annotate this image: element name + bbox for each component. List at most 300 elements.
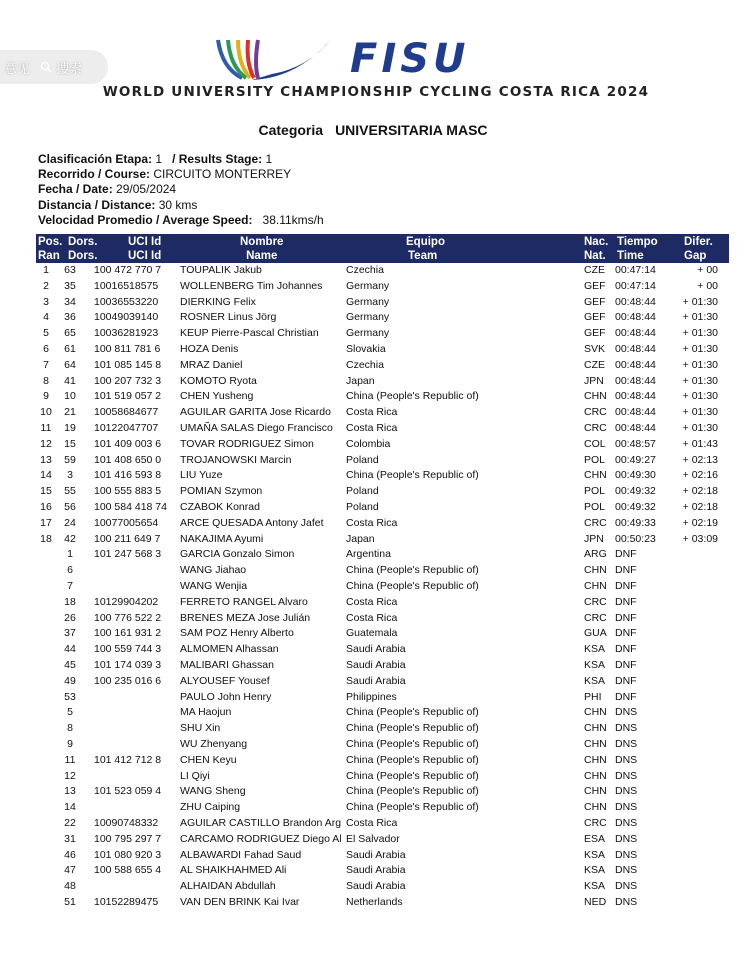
distance-row — [38, 198, 324, 213]
cell-name: KEUP Pierre-Pascal Christian — [180, 327, 319, 340]
cell-nat: CHN — [584, 390, 607, 403]
cell-nat: CRC — [584, 516, 607, 529]
stage-value: 1 — [155, 152, 163, 166]
cell-time: DNS — [615, 880, 638, 893]
col-team-en: Team — [408, 250, 438, 262]
cell-time: DNF — [615, 643, 637, 656]
cell-name: ALMOMEN Alhassan — [180, 643, 279, 656]
cell-pos: 7 — [43, 358, 49, 371]
cell-name: TROJANOWSKI Marcin — [180, 453, 292, 466]
cell-pos: 14 — [40, 469, 52, 482]
cell-gap: + 01:43 — [682, 437, 718, 450]
col-time-en: Time — [617, 250, 644, 262]
cell-gap: + 01:30 — [682, 406, 718, 419]
cell-dors: 49 — [64, 674, 76, 687]
cell-name: WANG Wenjia — [180, 580, 248, 592]
cell-name: WU Zhenyang — [180, 738, 248, 750]
cell-team: Germany — [346, 279, 390, 292]
col-pos-es: Pos. — [38, 236, 63, 248]
cell-gap: + 01:30 — [682, 343, 718, 355]
cell-dors: 6 — [67, 564, 73, 577]
table-row — [36, 721, 729, 737]
table-row — [36, 816, 729, 832]
cell-time: 00:49:32 — [615, 485, 656, 498]
cell-gap: + 01:30 — [682, 422, 718, 434]
cell-gap: + 02:16 — [682, 469, 718, 482]
cell-uci: 10016518575 — [94, 279, 159, 292]
cell-nat: POL — [584, 501, 606, 513]
table-row — [36, 437, 729, 453]
cell-name: AGUILAR CASTILLO Brandon Arg — [180, 817, 342, 829]
cell-team: China (People's Republic of) — [346, 706, 479, 719]
cell-time: DNS — [615, 817, 638, 829]
table-row — [36, 863, 729, 879]
cell-dors: 11 — [64, 753, 76, 766]
cell-name: PAULO John Henry — [180, 690, 272, 703]
cell-team: Poland — [346, 501, 379, 513]
cell-dors: 63 — [64, 264, 76, 276]
cell-uci: 101 408 650 0 — [94, 453, 162, 466]
category-line — [0, 122, 746, 138]
cell-team: China (People's Republic of) — [346, 753, 479, 766]
cell-pos: 18 — [40, 532, 52, 545]
cell-nat: COL — [584, 437, 606, 450]
cell-dors: 53 — [64, 690, 76, 703]
cell-gap: + 01:30 — [682, 390, 718, 403]
category-label: Categoria — [258, 122, 324, 138]
cell-dors: 22 — [64, 817, 76, 829]
cell-gap: + 03:09 — [682, 532, 718, 545]
cell-uci: 101 247 568 3 — [94, 548, 162, 561]
table-row — [36, 484, 729, 500]
cell-uci: 101 174 039 3 — [94, 659, 162, 671]
cell-time: DNS — [615, 722, 638, 735]
cell-pos: 13 — [40, 453, 52, 466]
cell-name: CZABOK Konrad — [180, 501, 260, 513]
table-row — [36, 405, 729, 421]
cell-team: Argentina — [346, 548, 391, 561]
cell-time: 00:49:32 — [615, 501, 656, 513]
cell-team: Colombia — [346, 437, 391, 450]
col-nat-es: Nac. — [584, 236, 609, 248]
cell-uci: 10152289475 — [94, 896, 159, 908]
col-dors-es: Dors. — [68, 236, 98, 248]
cell-name: KOMOTO Ryota — [180, 374, 257, 387]
cell-time: 00:48:44 — [615, 311, 656, 324]
cell-team: Germany — [346, 311, 390, 324]
cell-nat: CHN — [584, 785, 607, 798]
date-row — [38, 182, 324, 197]
speed-value: 38.11kms/h — [262, 212, 324, 227]
col-uci — [128, 235, 161, 263]
cell-team: China (People's Republic of) — [346, 785, 479, 798]
cell-time: DNF — [615, 690, 637, 703]
cell-uci: 101 416 593 8 — [94, 469, 162, 482]
distance-value: 30 — [158, 197, 173, 212]
cell-name: POMIAN Szymon — [180, 485, 263, 498]
cell-dors: 1 — [67, 548, 73, 561]
col-uci-en: UCI Id — [128, 250, 162, 262]
cell-time: DNF — [615, 595, 637, 608]
table-row — [36, 848, 729, 864]
cell-name: MALIBARI Ghassan — [180, 659, 274, 671]
col-gap-en: Gap — [684, 250, 707, 262]
cell-name: WANG Jiahao — [180, 564, 247, 577]
cell-uci: 10090748332 — [94, 817, 159, 829]
course-row — [38, 167, 324, 182]
cell-name: CHEN Yusheng — [180, 390, 254, 403]
cell-uci: 10036281923 — [94, 327, 159, 340]
cell-nat: CRC — [584, 611, 607, 624]
cell-uci: 10049039140 — [94, 311, 159, 324]
cell-dors: 51 — [64, 896, 76, 908]
table-row — [36, 279, 729, 295]
table-row — [36, 374, 729, 390]
cell-pos: 11 — [40, 422, 52, 434]
table-row — [36, 563, 729, 579]
cell-uci: 100 472 770 7 — [94, 264, 162, 276]
cell-name: ARCE QUESADA Antony Jafet — [180, 516, 324, 529]
cell-dors: 24 — [64, 516, 76, 529]
cell-nat: GUA — [584, 627, 607, 640]
cell-nat: KSA — [584, 659, 606, 671]
cell-pos: 10 — [40, 406, 52, 419]
cell-team: Saudi Arabia — [346, 848, 406, 861]
table-row — [36, 547, 729, 563]
table-row — [36, 358, 729, 374]
col-team-es: Equipo — [406, 236, 445, 248]
cell-team: Japan — [346, 374, 375, 387]
cell-uci: 101 412 712 8 — [94, 753, 162, 766]
col-time-es: Tiempo — [617, 236, 658, 248]
cell-dors: 46 — [64, 848, 76, 861]
col-time — [617, 235, 658, 263]
cell-team: China (People's Republic of) — [346, 769, 479, 782]
cell-uci: 100 588 655 4 — [94, 864, 162, 877]
cell-nat: GEF — [584, 295, 606, 308]
cell-team: Poland — [346, 485, 379, 498]
cell-name: ALYOUSEF Yousef — [180, 674, 270, 687]
table-row — [36, 421, 729, 437]
cell-time: DNS — [615, 738, 638, 750]
cell-name: LI Qiyi — [180, 769, 210, 782]
cell-name: GARCIA Gonzalo Simon — [180, 548, 295, 561]
cell-uci: 100 211 649 7 — [94, 532, 161, 545]
table-row — [36, 500, 729, 516]
cell-pos: 16 — [40, 501, 52, 513]
cell-gap: + 01:30 — [682, 295, 718, 308]
cell-nat: CRC — [584, 595, 607, 608]
cell-dors: 3 — [67, 469, 73, 482]
cell-nat: CZE — [584, 264, 605, 276]
cell-time: 00:49:33 — [615, 516, 656, 529]
cell-time: DNS — [615, 896, 638, 908]
cell-dors: 34 — [64, 295, 76, 308]
cell-dors: 13 — [64, 785, 76, 798]
table-row — [36, 295, 729, 311]
cell-uci: 10058684677 — [94, 406, 159, 419]
cell-uci: 100 555 883 5 — [94, 485, 162, 498]
cell-nat: PHI — [584, 690, 602, 703]
cell-nat: ESA — [584, 832, 606, 845]
col-uci-es: UCI Id — [128, 236, 162, 248]
results-table-header — [36, 234, 729, 263]
cell-nat: GEF — [584, 327, 606, 340]
table-row — [36, 342, 729, 358]
cell-gap: + 01:30 — [682, 327, 718, 340]
cell-team: Philippines — [346, 690, 397, 703]
category-value: UNIVERSITARIA MASC — [335, 122, 488, 138]
cell-team: China (People's Republic of) — [346, 722, 479, 735]
cell-team: Costa Rica — [346, 595, 398, 608]
date-label: Fecha / Date: — [38, 182, 113, 197]
cell-nat: CHN — [584, 738, 607, 750]
cell-team: El Salvador — [346, 832, 400, 845]
cell-uci: 100 795 297 7 — [94, 832, 162, 845]
cell-nat: SVK — [584, 343, 606, 355]
cell-pos: 3 — [43, 295, 49, 308]
cell-uci: 100 811 781 6 — [94, 343, 161, 355]
stage-label: Clasificación Etapa: — [38, 152, 153, 166]
cell-nat: JPN — [584, 374, 604, 387]
cell-name: ROSNER Linus Jörg — [180, 311, 277, 324]
cell-name: WOLLENBERG Tim Johannes — [180, 279, 323, 292]
cell-time: DNF — [615, 548, 637, 561]
cell-dors: 35 — [64, 279, 76, 292]
cell-time: DNS — [615, 801, 638, 814]
cell-uci: 100 584 418 74 — [94, 501, 167, 513]
cell-dors: 14 — [64, 801, 76, 814]
cell-dors: 36 — [64, 311, 76, 324]
cell-team: China (People's Republic of) — [346, 580, 479, 592]
cell-name: WANG Sheng — [180, 785, 246, 798]
cell-time: DNF — [615, 580, 637, 592]
col-name — [240, 235, 283, 263]
cell-time: DNF — [615, 564, 637, 577]
cell-team: Costa Rica — [346, 516, 398, 529]
championship-subtitle: WORLD UNIVERSITY CHAMPIONSHIP CYCLING COSTA RICA 2024 — [102, 84, 650, 100]
cell-time: DNS — [615, 753, 638, 766]
cell-team: Saudi Arabia — [346, 643, 406, 656]
cell-dors: 10 — [64, 390, 76, 403]
cell-time: 00:49:30 — [615, 469, 656, 482]
fisu-logo-mark-icon — [212, 34, 342, 82]
cell-uci: 100 776 522 2 — [94, 611, 162, 624]
course-value: CIRCUITO MONTERREY — [153, 167, 292, 182]
cell-time: 00:48:44 — [615, 390, 656, 403]
cell-nat: CHN — [584, 706, 607, 719]
cell-time: 00:50:23 — [615, 532, 656, 545]
table-row — [36, 895, 729, 911]
cell-name: VAN DEN BRINK Kai Ivar — [180, 896, 300, 908]
cell-team: Costa Rica — [346, 406, 398, 419]
table-row — [36, 690, 729, 706]
fisu-logo-text: FISU — [350, 36, 470, 82]
cell-time: DNF — [615, 674, 637, 687]
cell-team: Saudi Arabia — [346, 659, 406, 671]
cell-nat: CHN — [584, 580, 607, 592]
cell-nat: POL — [584, 485, 606, 498]
cell-dors: 8 — [67, 722, 73, 735]
cell-nat: POL — [584, 453, 606, 466]
cell-team: Japan — [346, 532, 375, 545]
cell-time: 00:48:44 — [615, 358, 656, 371]
cell-name: SHU Xin — [180, 722, 221, 735]
cell-time: DNF — [615, 627, 637, 640]
table-row — [36, 705, 729, 721]
cell-name: ALHAIDAN Abdullah — [180, 880, 276, 893]
col-gap-es: Difer. — [684, 236, 713, 248]
cell-dors: 42 — [64, 532, 76, 545]
cell-nat: GEF — [584, 279, 606, 292]
course-label: Recorrido / Course: — [38, 167, 151, 182]
cell-gap: + 02:18 — [682, 485, 718, 498]
table-row — [36, 579, 729, 595]
cell-dors: 41 — [64, 374, 76, 387]
cell-gap: + 01:30 — [682, 374, 718, 387]
cell-dors: 21 — [64, 406, 76, 419]
table-row — [36, 658, 729, 674]
cell-name: FERRETO RANGEL Alvaro — [180, 595, 308, 608]
cell-dors: 7 — [67, 580, 73, 592]
cell-dors: 44 — [64, 643, 76, 656]
cell-nat: CHN — [584, 801, 607, 814]
cell-gap: + 00 — [697, 279, 718, 292]
cell-nat: KSA — [584, 643, 606, 656]
overlay-search-button[interactable] — [40, 58, 82, 77]
cell-team: Poland — [346, 453, 379, 466]
col-name-en: Name — [246, 250, 278, 262]
cell-pos: 5 — [43, 327, 49, 340]
cell-dors: 37 — [64, 627, 76, 640]
cell-nat: CRC — [584, 817, 607, 829]
cell-time: 00:48:44 — [615, 327, 656, 340]
cell-name: DIERKING Felix — [180, 295, 256, 308]
cell-time: DNS — [615, 769, 638, 782]
table-row — [36, 263, 729, 279]
cell-pos: 8 — [43, 374, 49, 387]
cell-team: Costa Rica — [346, 422, 398, 434]
col-nat — [584, 235, 608, 263]
cell-name: LIU Yuze — [180, 469, 223, 482]
cell-team: Saudi Arabia — [346, 674, 406, 687]
cell-name: ZHU Caiping — [180, 801, 241, 814]
cell-gap: + 00 — [697, 264, 718, 276]
cell-team: China (People's Republic of) — [346, 469, 479, 482]
cell-uci: 100 207 732 3 — [94, 374, 162, 387]
cell-name: UMAÑA SALAS Diego Francisco — [180, 422, 333, 434]
cell-dors: 45 — [64, 659, 76, 671]
cell-dors: 18 — [64, 595, 76, 608]
stage-row — [38, 152, 324, 167]
results-value: 1 — [265, 152, 273, 166]
cell-dors: 9 — [67, 738, 73, 750]
col-pos — [38, 235, 62, 263]
table-row — [36, 389, 729, 405]
cell-gap: + 02:13 — [682, 453, 718, 466]
table-row — [36, 326, 729, 342]
search-icon — [40, 61, 52, 73]
cell-team: Slovakia — [346, 343, 386, 355]
cell-uci: 101 409 003 6 — [94, 437, 162, 450]
floating-toolbar[interactable] — [0, 50, 108, 84]
cell-pos: 1 — [43, 264, 49, 276]
cell-pos: 9 — [43, 390, 49, 403]
col-gap — [684, 235, 713, 263]
cell-team: Germany — [346, 295, 390, 308]
overlay-left-label[interactable]: 意见 — [4, 60, 31, 76]
cell-nat: CHN — [584, 753, 607, 766]
cell-time: 00:48:44 — [615, 343, 656, 355]
cell-uci: 101 085 145 8 — [94, 358, 162, 371]
cell-name: AL SHAIKHAHMED Ali — [180, 864, 287, 877]
cell-pos: 15 — [40, 485, 52, 498]
table-row — [36, 753, 729, 769]
cell-nat: NED — [584, 896, 607, 908]
cell-dors: 59 — [64, 453, 76, 466]
cell-uci: 10077005654 — [94, 516, 159, 529]
cell-nat: CRC — [584, 422, 607, 434]
race-info — [38, 152, 324, 228]
cell-dors: 64 — [64, 358, 76, 371]
cell-dors: 47 — [64, 864, 76, 877]
table-row — [36, 784, 729, 800]
cell-name: TOVAR RODRIGUEZ Simon — [180, 437, 314, 450]
col-name-es: Nombre — [240, 236, 284, 248]
table-row — [36, 674, 729, 690]
cell-time: 00:48:57 — [615, 437, 656, 450]
cell-nat: KSA — [584, 864, 606, 877]
distance-label: Distancia / Distance: — [38, 197, 156, 212]
table-row — [36, 532, 729, 548]
cell-pos: 12 — [40, 437, 52, 450]
col-team — [406, 235, 445, 263]
cell-team: Netherlands — [346, 896, 403, 908]
cell-name: AGUILAR GARITA Jose Ricardo — [180, 406, 331, 419]
cell-name: BRENES MEZA Jose Julián — [180, 611, 311, 624]
cell-team: Costa Rica — [346, 817, 398, 829]
date-value: 29/05/2024 — [116, 182, 177, 197]
table-row — [36, 800, 729, 816]
cell-name: HOZA Denis — [180, 343, 239, 355]
table-row — [36, 453, 729, 469]
cell-uci: 100 161 931 2 — [94, 627, 162, 640]
cell-dors: 12 — [64, 769, 76, 782]
cell-pos: 6 — [43, 343, 49, 355]
col-nat-en: Nat. — [584, 250, 606, 262]
table-row — [36, 879, 729, 895]
cell-time: 00:47:14 — [615, 279, 656, 292]
cell-name: NAKAJIMA Ayumi — [180, 532, 264, 545]
cell-time: 00:47:14 — [615, 264, 656, 276]
cell-time: DNF — [615, 611, 637, 624]
cell-time: DNF — [615, 659, 637, 671]
cell-nat: GEF — [584, 311, 606, 324]
speed-label: Velocidad Promedio / Average Speed: — [38, 212, 253, 227]
table-row — [36, 832, 729, 848]
cell-name: CARCAMO RODRIGUEZ Diego Al — [180, 832, 342, 845]
table-row — [36, 737, 729, 753]
results-label: / Results Stage: — [172, 152, 263, 166]
cell-uci: 10129904202 — [94, 595, 159, 608]
cell-gap: + 02:19 — [682, 516, 718, 529]
cell-gap: + 01:30 — [682, 358, 718, 371]
col-dors — [68, 235, 97, 263]
cell-gap: + 01:30 — [682, 311, 718, 324]
cell-time: 00:48:44 — [615, 374, 656, 387]
table-row — [36, 310, 729, 326]
table-row — [36, 769, 729, 785]
